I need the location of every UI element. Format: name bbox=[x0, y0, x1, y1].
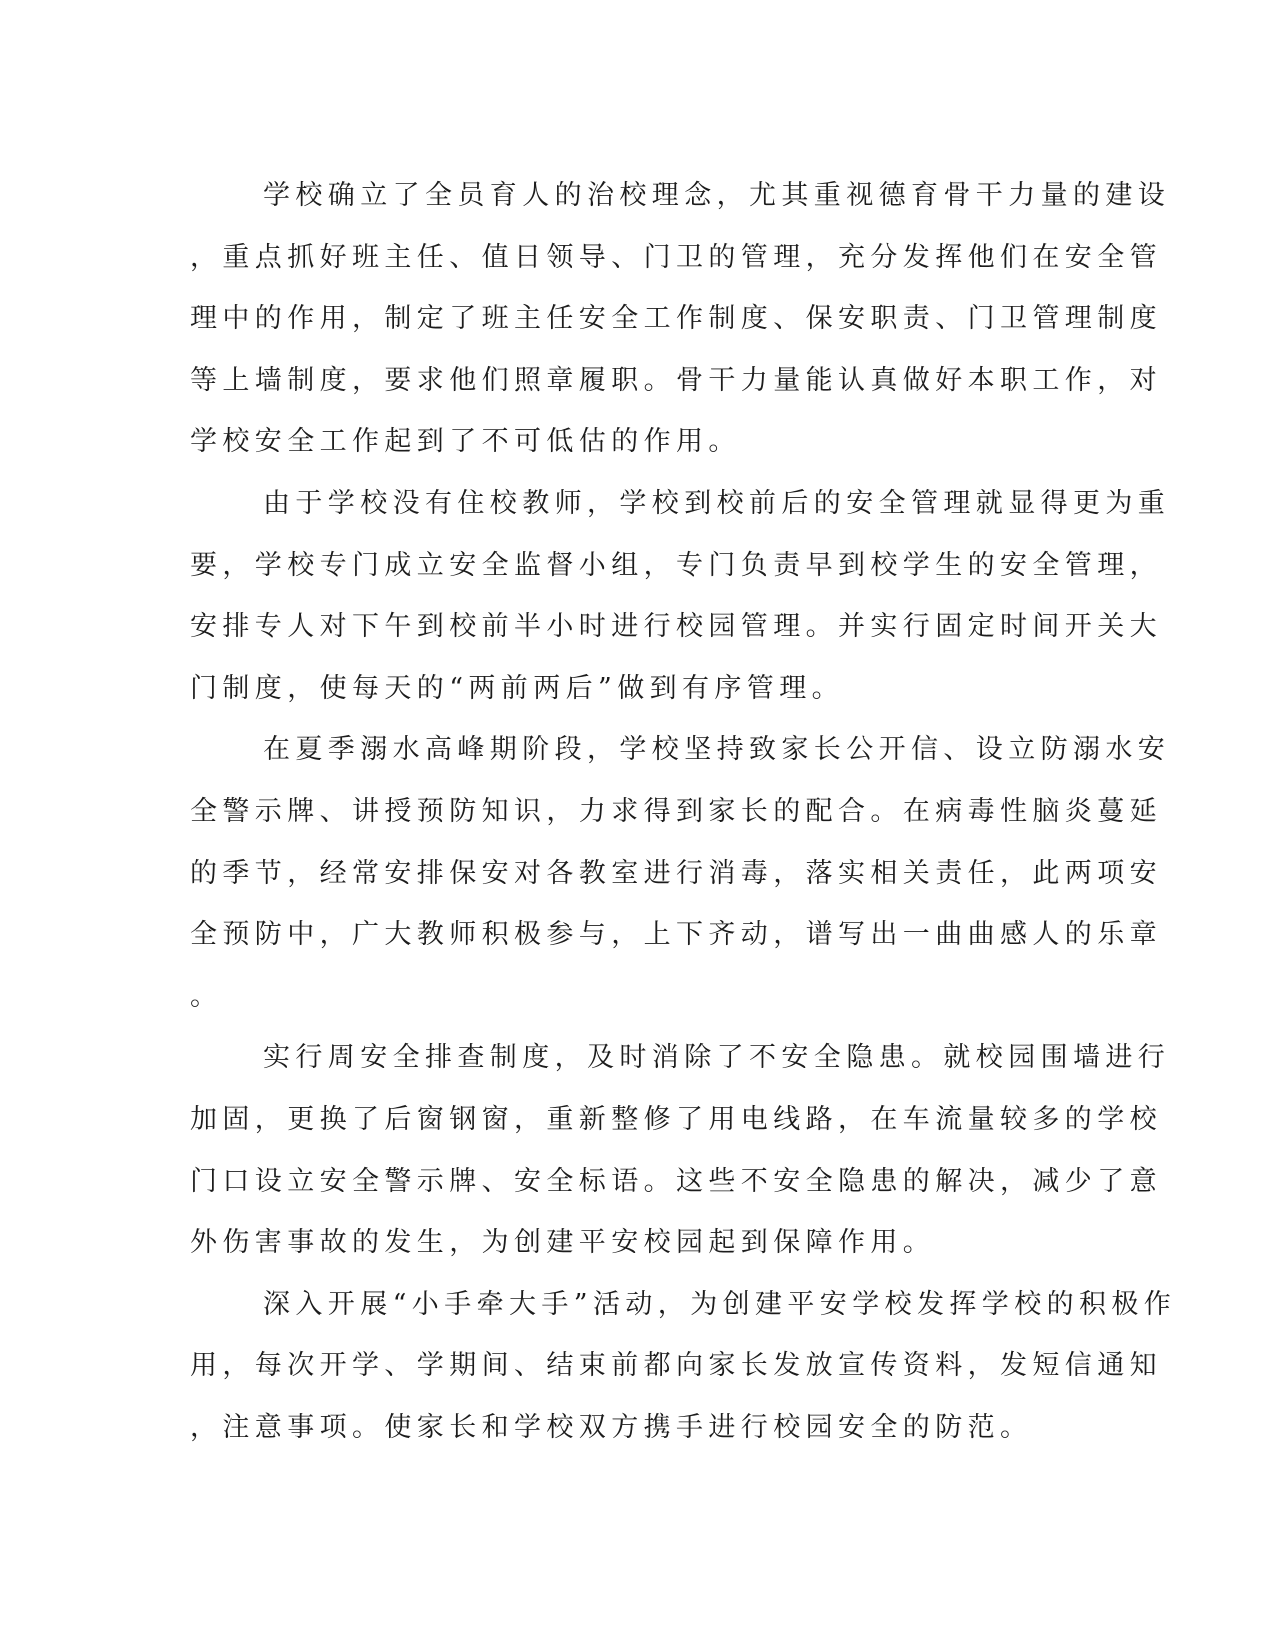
text-line: 深入开展“小手牵大手”活动，为创建平安学校发挥学校的积极作 bbox=[263, 1288, 1177, 1320]
text-line: 安排专人对下午到校前半小时进行校园管理。并实行固定时间开关大 bbox=[190, 611, 1162, 643]
text-line: 用，每次开学、学期间、结束前都向家长发放宣传资料，发短信通知 bbox=[190, 1350, 1162, 1382]
text-line: 学校确立了全员育人的治校理念，尤其重视德育骨干力量的建设 bbox=[263, 180, 1171, 211]
text-line: 门制度，使每天的“两前两后”做到有序管理。 bbox=[190, 672, 845, 704]
paragraph-hazard-inspection bbox=[190, 1027, 1171, 1273]
text-line: 由于学校没有住校教师，学校到校前后的安全管理就显得更为重 bbox=[263, 487, 1171, 519]
text-line: 。 bbox=[190, 980, 223, 1012]
text-line: 等上墙制度，要求他们照章履职。骨干力量能认真做好本职工作，对 bbox=[190, 364, 1162, 396]
text-line: 的季节，经常安排保安对各教室进行消毒，落实相关责任，此两项安 bbox=[190, 857, 1162, 889]
text-line: ，注意事项。使家长和学校双方携手进行校园安全的防范。 bbox=[190, 1411, 1033, 1443]
text-line: 加固，更换了后窗钢窗，重新整修了用电线路，在车流量较多的学校 bbox=[190, 1103, 1162, 1135]
document-body bbox=[190, 165, 1177, 1458]
text-line: 门口设立安全警示牌、安全标语。这些不安全隐患的解决，减少了意 bbox=[190, 1165, 1162, 1197]
text-line: 实行周安全排查制度，及时消除了不安全隐患。就校园围墙进行 bbox=[263, 1042, 1171, 1074]
paragraph-arrival-supervision bbox=[190, 473, 1171, 719]
text-line: 学校安全工作起到了不可低估的作用。 bbox=[190, 426, 741, 458]
text-line: 全警示牌、讲授预防知识，力求得到家长的配合。在病毒性脑炎蔓延 bbox=[190, 795, 1162, 827]
text-line: 要，学校专门成立安全监督小组，专门负责早到校学生的安全管理， bbox=[190, 549, 1162, 581]
text-line: ，重点抓好班主任、值日领导、门卫的管理，充分发挥他们在安全管 bbox=[190, 241, 1162, 273]
text-line: 全预防中，广大教师积极参与，上下齐动，谱写出一曲曲感人的乐章 bbox=[190, 919, 1162, 951]
paragraph-parent-cooperation bbox=[190, 1274, 1177, 1459]
text-line: 在夏季溺水高峰期阶段，学校坚持致家长公开信、设立防溺水安 bbox=[263, 734, 1171, 766]
text-line: 外伤害事故的发生，为创建平安校园起到保障作用。 bbox=[190, 1227, 936, 1259]
paragraph-seasonal-prevention bbox=[190, 719, 1171, 1027]
text-line: 理中的作用，制定了班主任安全工作制度、保安职责、门卫管理制度 bbox=[190, 303, 1162, 335]
paragraph-staff-responsibility bbox=[190, 165, 1171, 473]
